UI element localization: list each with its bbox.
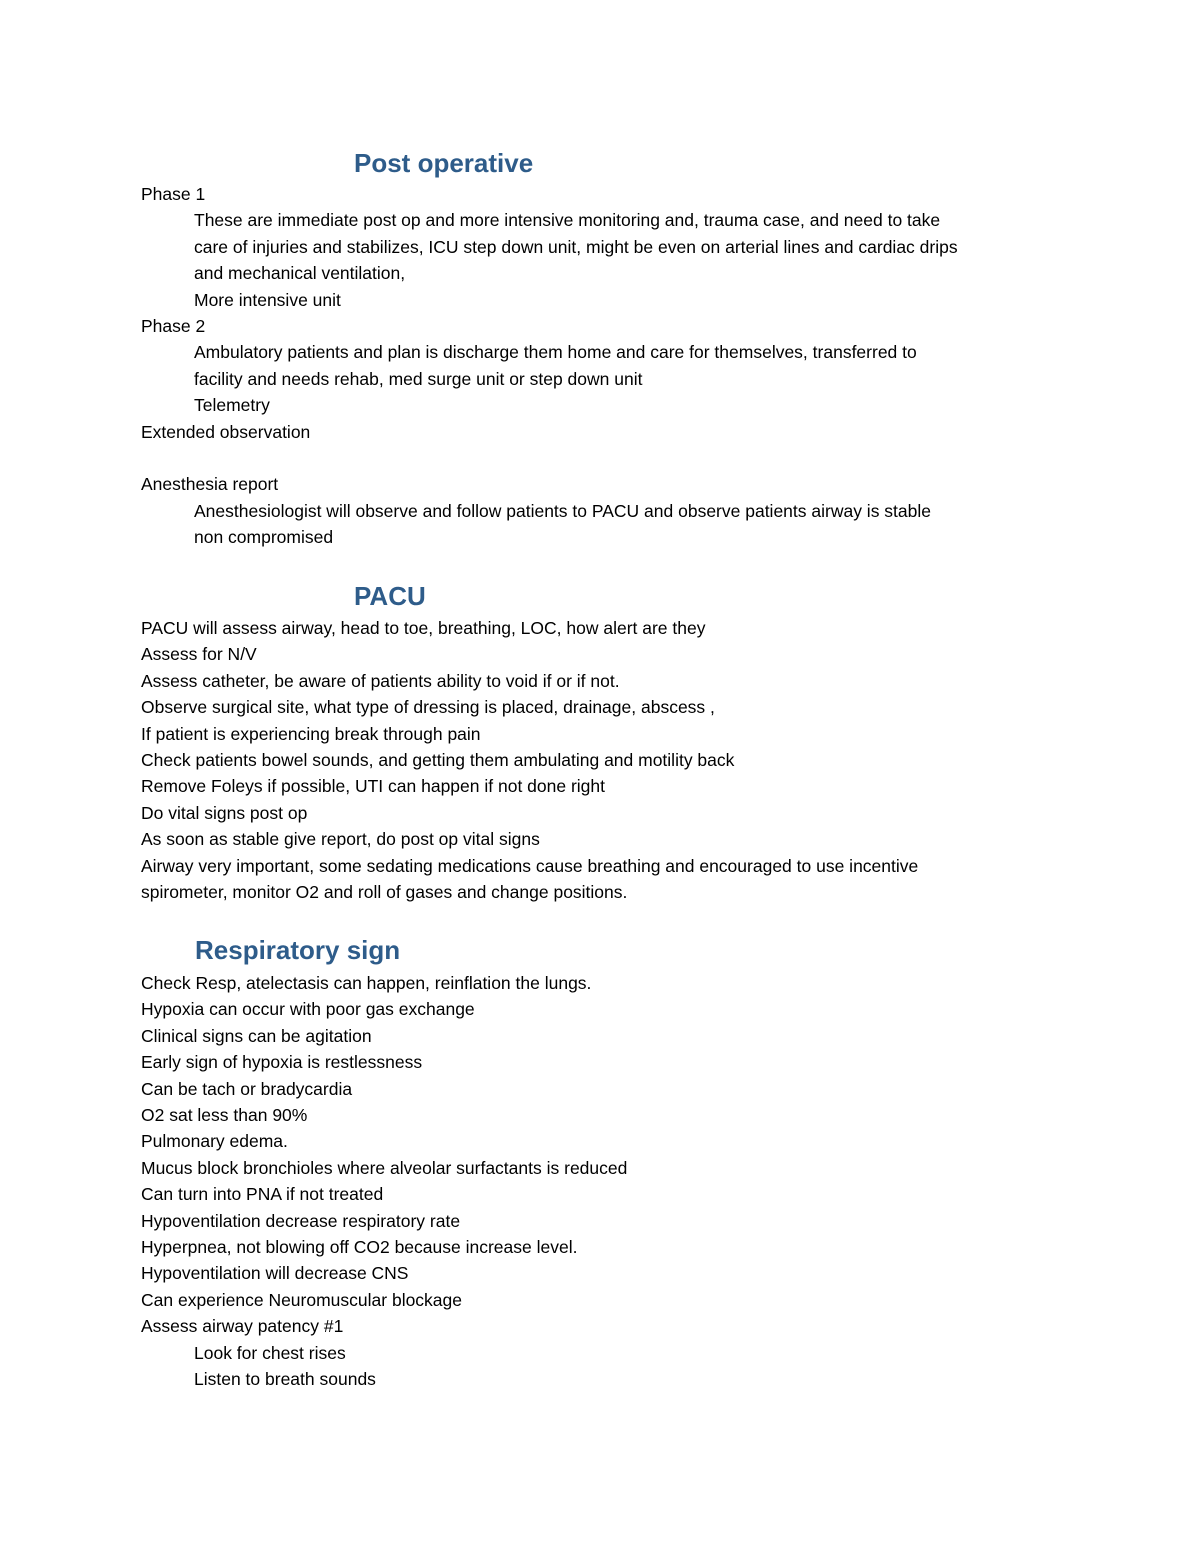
heading-post-operative: Post operative [354, 148, 534, 178]
pacu-line: Assess for N/V [141, 644, 257, 665]
phase-1-line: These are immediate post op and more intensive monitoring and, trauma case, and need to take [194, 210, 941, 231]
pacu-line: PACU will assess airway, head to toe, breathing, LOC, how alert are they [141, 618, 706, 638]
resp-line: Early sign of hypoxia is restlessness [141, 1052, 423, 1073]
blank-line [141, 445, 1061, 471]
heading-pacu: PACU [354, 581, 426, 611]
resp-line: Hyperpnea, not blowing off CO2 because increase level. [141, 1237, 578, 1258]
resp-sub-line: Look for chest rises [194, 1342, 346, 1363]
pacu-airway-line: Airway very important, some sedating medications cause breathing and encouraged to use incentive [141, 855, 919, 876]
resp-line: Can experience Neuromuscular blockage [141, 1289, 463, 1310]
respiratory-body [141, 970, 1061, 1393]
resp-line: Assess airway patency #1 [141, 1316, 344, 1337]
pacu-airway-line: spirometer, monitor O2 and roll of gases and change positions. [141, 882, 628, 903]
post-operative-body [141, 181, 1061, 551]
extended-observation: Extended observation [141, 421, 311, 442]
resp-line: Hypoxia can occur with poor gas exchange [141, 999, 475, 1020]
pacu-line: Remove Foleys if possible, UTI can happen if not done right [141, 776, 605, 797]
resp-sub-line: Listen to breath sounds [194, 1369, 376, 1390]
resp-line: Can turn into PNA if not treated [141, 1184, 384, 1205]
phase-1-line: care of injuries and stabilizes, ICU step down unit, might be even on arterial lines and cardiac drips [194, 236, 958, 257]
anesthesia-line: Anesthesiologist will observe and follow patients to PACU and observe patients airway is stable [194, 500, 932, 521]
resp-line: Clinical signs can be agitation [141, 1025, 372, 1046]
heading-respiratory-sign: Respiratory sign [195, 935, 401, 965]
anesthesia-line: non compromised [194, 527, 334, 548]
pacu-line: Check patients bowel sounds, and getting them ambulating and motility back [141, 750, 735, 771]
phase-1-line: More intensive unit [194, 289, 341, 310]
resp-line: O2 sat less than 90% [141, 1105, 308, 1126]
phase-2-line: Telemetry [194, 395, 270, 416]
pacu-line: Assess catheter, be aware of patients ability to void if or if not. [141, 670, 620, 691]
resp-line: Pulmonary edema. [141, 1131, 288, 1152]
phase-2-line: facility and needs rehab, med surge unit or step down unit [194, 368, 643, 389]
phase-1-line: and mechanical ventilation, [194, 263, 406, 284]
pacu-line: If patient is experiencing break through pain [141, 723, 481, 744]
phase-2-line: Ambulatory patients and plan is discharge them home and care for themselves, transferred to [194, 342, 917, 363]
pacu-line: As soon as stable give report, do post op vital signs [141, 829, 540, 850]
pacu-line: Do vital signs post op [141, 802, 308, 823]
pacu-line: Observe surgical site, what type of dressing is placed, drainage, abscess , [141, 697, 715, 718]
resp-line: Hypoventilation will decrease CNS [141, 1263, 409, 1284]
pacu-body [141, 615, 1061, 905]
resp-line: Mucus block bronchioles where alveolar surfactants is reduced [141, 1157, 628, 1178]
anesthesia-report-label: Anesthesia report [141, 474, 279, 495]
phase-2-label: Phase 2 [141, 316, 206, 337]
resp-line: Hypoventilation decrease respiratory rate [141, 1210, 461, 1231]
resp-line: Check Resp, atelectasis can happen, reinflation the lungs. [141, 973, 592, 993]
phase-1-label: Phase 1 [141, 184, 206, 204]
resp-line: Can be tach or bradycardia [141, 1078, 353, 1099]
